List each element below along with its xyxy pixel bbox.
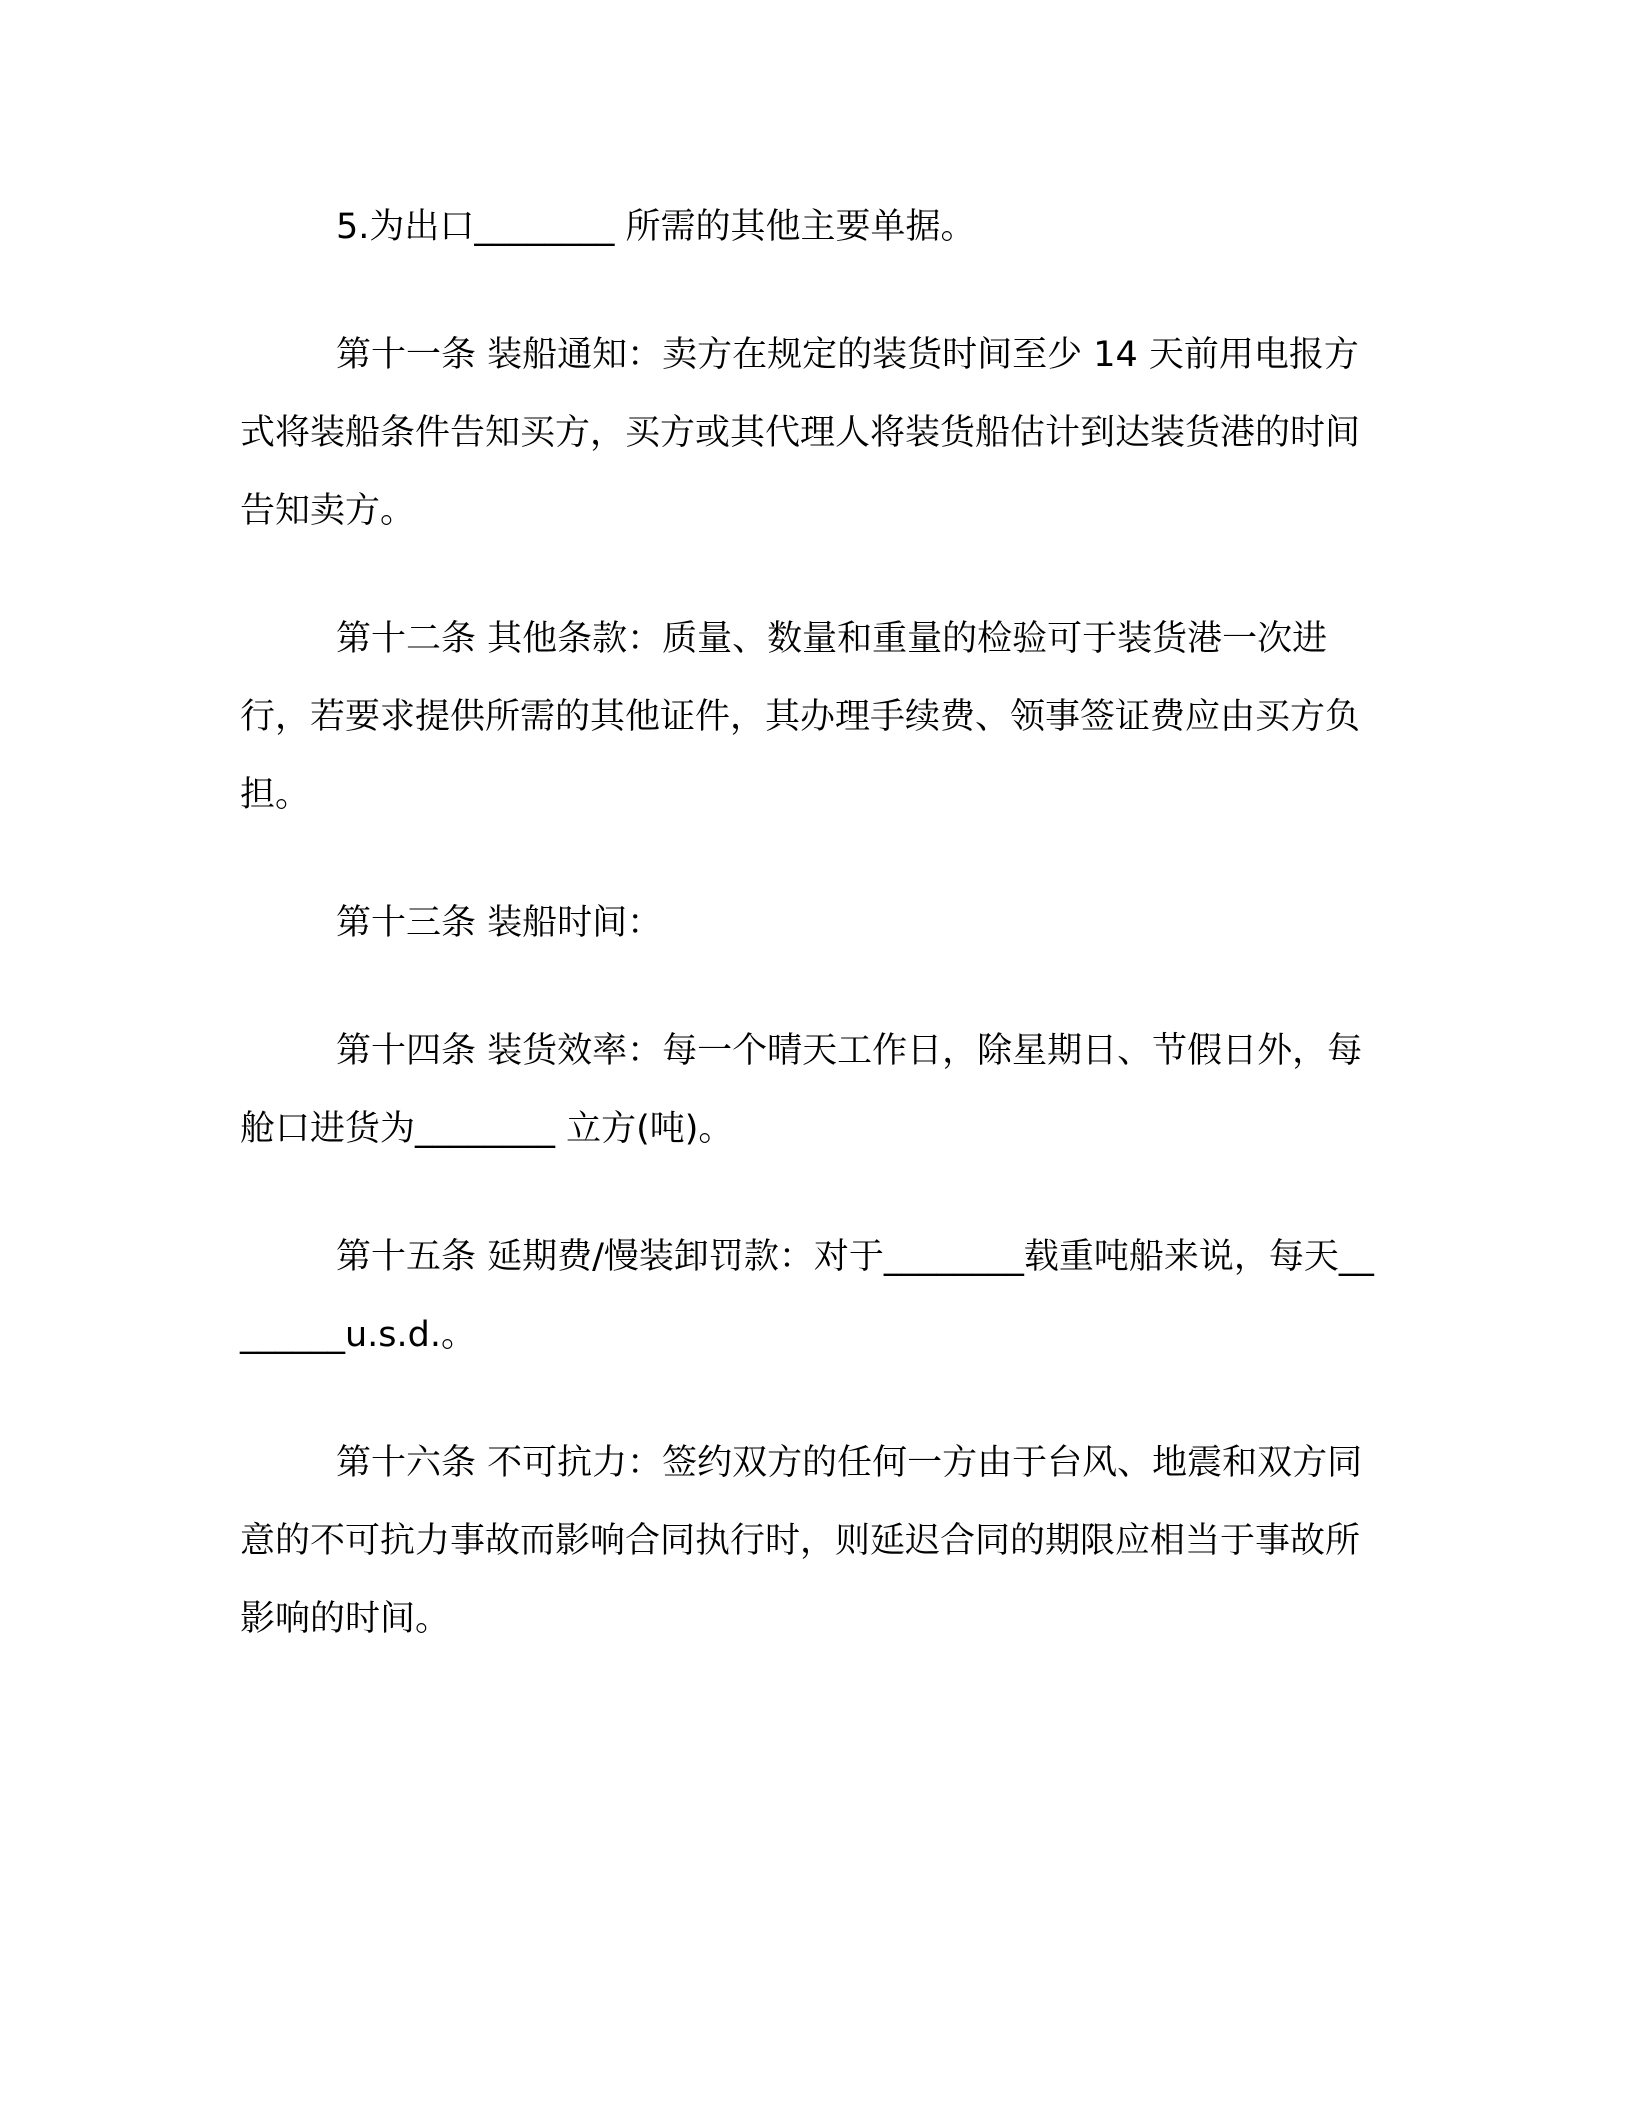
paragraph-article-11: 第十一条 装船通知：卖方在规定的装货时间至少 14 天前用电报方式将装船条件告知买方，买方或其代理人将装货船估计到达装货港的时间告知卖方。 bbox=[240, 335, 1361, 531]
paragraph-item-5: 5.为出口________ 所需的其他主要单据。 bbox=[336, 207, 976, 247]
document-body bbox=[240, 188, 1390, 1708]
paragraph-article-15: 第十五条 延期费/慢装卸罚款：对于________载重吨船来说，每天________u.s.d.。 bbox=[240, 1237, 1374, 1355]
paragraph-article-16: 第十六条 不可抗力：签约双方的任何一方由于台风、地震和双方同意的不可抗力事故而影响合同执行时，则延迟合同的期限应相当于事故所影响的时间。 bbox=[240, 1443, 1363, 1639]
paragraph-article-13: 第十三条 装船时间： bbox=[336, 903, 663, 943]
paragraph-article-12: 第十二条 其他条款：质量、数量和重量的检验可于装货港一次进行，若要求提供所需的其他证件，其办理手续费、领事签证费应由买方负担。 bbox=[240, 619, 1361, 815]
paragraph-article-14: 第十四条 装货效率：每一个晴天工作日，除星期日、节假日外，每舱口进货为________ 立方(吨)。 bbox=[240, 1031, 1363, 1149]
